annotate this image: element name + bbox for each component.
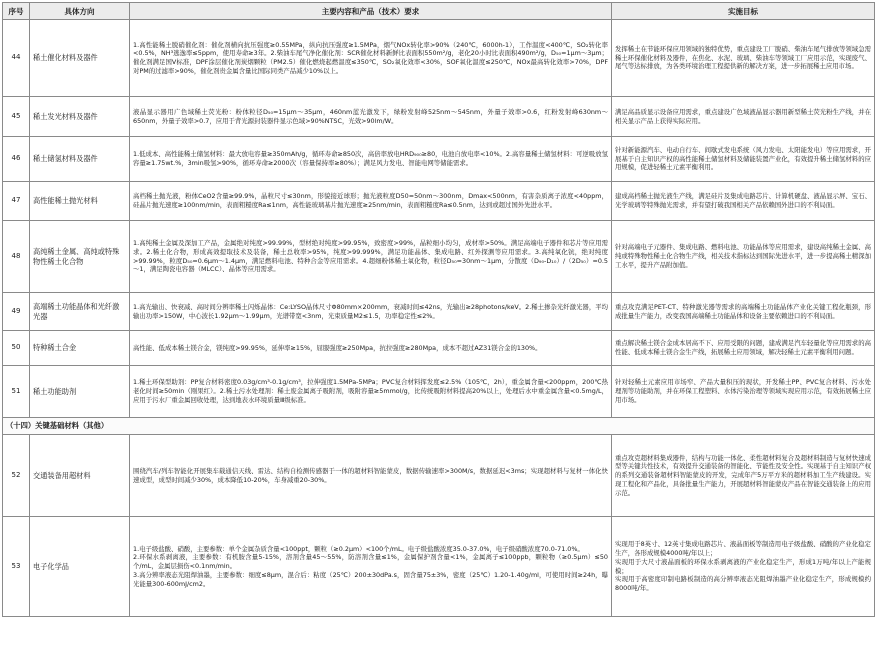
row-content: 1.高光输出、快衰减、高时间分辨率稀土闪烁晶体：Ce:LYSO晶体尺寸Φ80mm×200mm，衰减时间≤42ns，光输出≥28photons/keV。2.稀土掺杂光纤激光器，平均输出功率>150W，中心波长1.92μm～1.99μm，光谱带宽<3nm，光束质量M2≤1.5，功率稳定性≤2%。 (130, 293, 612, 331)
table-row (3, 182, 875, 221)
row-content: 高档稀土抛光液，粉体CeO2含量≥99.9%，晶粒尺寸≤30nm，形貌接近球形；抛光液粒度D50=50nm～300nm，Dmax<500nm，有害杂质离子浓度<40ppm，硅晶片抛光速度≥100nm/min，表面粗糙度Ra≤1nm，高性能玻璃基片抛光速度≥25nm/min，表面粗糙度Ra≤0.5nm，达到或超过国外先进水平。 (130, 182, 612, 221)
section-title: （十四）关键基础材料（其他） (3, 418, 875, 435)
row-direction: 高端稀土功能晶体和光纤激光器 (30, 293, 130, 331)
row-content: 高性能、低成本稀土镁合金，镁纯度>99.95%，延伸率≥15%，屈服强度≥250Mpa，抗拉强度≥280Mpa，成本不超过AZ31镁合金的130%。 (130, 331, 612, 366)
table-row (3, 20, 875, 97)
header-target: 实施目标 (612, 3, 875, 20)
row-direction: 稀土催化材料及器件 (30, 20, 130, 97)
row-number: 53 (3, 517, 30, 617)
row-target: 针对高端电子元器件、集成电路、燃料电池、功能晶体等应用需求，建设高纯稀土金属、高纯或特殊物性稀土化合物生产线，相关技术指标达到国际先进水平，进一步提高稀土精深加工水平，提升产品附加值。 (612, 221, 875, 293)
header-content: 主要内容和产品（技术）要求 (130, 3, 612, 20)
row-number: 48 (3, 221, 30, 293)
requirements-table (2, 2, 875, 617)
table-row (3, 137, 875, 182)
row-number: 50 (3, 331, 30, 366)
row-target: 发挥稀土在节能环保应用领域的独特优势，重点建设工厂脱硝、柴油车尾气排放等领域急需稀土环保催化材料及器件，在焦化、水泥、玻璃、柴油车等领域工厂应用示范，实现废气、尾气等达标排放，为各类环境治理工程提供新的解决方案，进一步拓展稀土应用市场。 (612, 20, 875, 97)
section-row (3, 418, 875, 435)
row-direction: 稀土功能助剂 (30, 366, 130, 418)
row-direction: 高性能稀土抛光材料 (30, 182, 130, 221)
table-row (3, 331, 875, 366)
row-content: 1.高纯稀土金属及深加工产品，金属绝对纯度>99.99%，型材绝对纯度>99.95%，致密度>99%，晶粒细小均匀，成材率>50%。满足高端电子器件和芯片等应用需求。2.稀土化合物，形成高效提取技术及装备，稀土总收率>95%，纯度>99.999%，满足功能晶体、集成电路、红外探测等应用需求。3.高纯氧化钪，绝对纯度>99.99%，粒度D₅₀=0.6μm～1.4μm，满足燃料电池、特种合金等应用需求。4.超细粉体稀土氧化物，粒径D₅₀=30nm～1μm，分散度（D₉₀-D₁₀）/（2D₅₀）=0.5～1，满足陶瓷电容器（MLCC）、晶体等应用需求。 (130, 221, 612, 293)
row-number: 46 (3, 137, 30, 182)
row-target: 建成高档稀土抛光液生产线，满足硅片及集成电路芯片、计算机硬盘、液晶显示屏、宝石、光学玻璃等特殊抛光需求，并有望打破我国相关产品依赖国外进口的不利局面。 (612, 182, 875, 221)
row-target: 实现用于8英寸、12英寸集成电路芯片、液晶面板等制造用电子级盐酸、硝酸的产业化稳定生产，各形成规模4000吨/年以上； 实现用于大尺寸液晶面板的环保水系剥离液的产业化稳定生产，形成1万吨/年以上产能规模； 实现用于高密度印制电路板制造的高分辨率液态光阻焊油墨产业化稳定生产，形成规模约8000吨/年。 (612, 517, 875, 617)
row-target: 针对轻稀土元素应用市场窄、产品大量积压的现状，开发稀土PP、PVC复合材料、污水处理剂等功能助剂，并在环保工程塑料、水体污染治理等领域实现应用示范，有效拓展稀土应用市场。 (612, 366, 875, 418)
table-row (3, 366, 875, 418)
row-content: 1.低成本、高性能稀土储氢材料：最大放电容量≥350mAh/g，循环寿命≥850次，高倍率放电HRD₉₀₀≥80，电池自放电率<10%。2.高容量稀土储氢材料：可逆吸放氢容量≥1.75wt.%，3min吸氢>90%，循环寿命≥2000次（容量保持率≥80%）；满足风力发电、智能电网等储能需求。 (130, 137, 612, 182)
table-row (3, 293, 875, 331)
table-row (3, 221, 875, 293)
table-row (3, 435, 875, 517)
row-number: 47 (3, 182, 30, 221)
row-direction: 特种稀土合金 (30, 331, 130, 366)
row-content: 围绕汽车/列车智能化开展集车载通信天线、雷达、结构自检测传感器于一体的超材料智能蒙皮，数据传输速率>300M/s，数据延迟<3ms；实现超材料与复材一体化快速成型，成型时间减少30%，成本降低10-20%，车身减重20-30%。 (130, 435, 612, 517)
row-target: 重点攻克满足PET-CT、特种激光器等需求的高端稀土功能晶体产业化关键工程化瓶颈，形成批量生产能力，改变我国高端稀土功能晶体和设备主要依赖进口的不利局面。 (612, 293, 875, 331)
row-content: 1.稀土环保型助剂：PP复合材料密度0.03g/cm³-0.1g/cm³，拉伸强度1.5MPa-5MPa；PVC复合材料挥发度≤2.5%（105℃，2h），重金属含量<200ppm，200℃热老化时间≥50min（刚果红）。2.稀土污水处理剂：稀土废金属离子吸附剂，吸附容量≥5mmol/g，比传统吸附材料提高20%以上，处理后水中重金属含量<0.5mg/L，应用于污水厂重金属回收处理，达到地表水环境质量Ⅲ级标准。 (130, 366, 612, 418)
row-direction: 电子化学品 (30, 517, 130, 617)
row-content: 液晶显示器用广色域稀土荧光粉：粉体粒径D₅₀=15μm～35μm，460nm蓝光激发下，绿粉发射峰525nm～545nm，外量子效率>0.6，红粉发射峰630nm～650nm，外量子效率>0.7，应用于背光源封装器件显示色域>90%NTSC，光效>90lm/W。 (130, 97, 612, 137)
row-target: 重点解决稀土镁合金成本居高不下、应用受限的问题，建成满足汽车轻量化等应用需求的高性能、低成本稀土镁合金生产线，拓展稀土应用领域，解决轻稀土元素平衡利用问题。 (612, 331, 875, 366)
row-content: 1.高性能稀土脱硝催化剂：催化剂横向抗压强度≥0.55MPa，纵向抗压强度≥1.5MPa，烟气NOx转化率>90%（240℃，6000h-1），工作温度<400℃，SO₂转化率<0.5%，NH³逃逸率≤5ppm，使用寿命≥3年。2.柴油车尾气净化催化剂：SCR催化材料新鲜比表面积550m²/g，老化20小时比表面积490m²/g，D₅₀=1μm～3μm；催化剂满足国Ⅴ标准，DPF涂层催化剂炭烟颗粒（PM2.5）催化燃烧起燃温度≤350℃，SO₂氧化效率<30%，SOF氧化温度≤250℃，NOx最高转化效率>70%，DPF对PM的过滤率>90%，催化剂贵金属含量比国际同类产品减少10%以上。 (130, 20, 612, 97)
row-content: 1.电子级盐酸、硝酸，主要参数：单个金属杂质含量<100ppt，颗粒（≥0.2μm）<100个/mL。电子级盐酸浓度35.0-37.0%，电子级硝酸浓度70.0-71.0%。 2.环保水系剥离液，主要参数：有机胺含量5-15%，溶剂含量45～55%，防溶剂含量≤1%，金属保护剂含量<1%，金属离子≤100ppb，颗粒物（≥0.5μm）≤50个/mL，金属层损伤<0.1nm/min。 3.高分辨率液态光阻焊油墨，主要参数：细度≤8μm，混合后：粘度（25℃）200±30dPa.s，固含量75±3%，密度（25℃）1.20-1.40g/ml，可使用时间≥24h，曝光能量300-600mJ/cm2。 (130, 517, 612, 617)
row-target: 重点攻克超材料集成器件，结构与功能一体化、柔性超材料复合及超材料制造与复材快速成型等关键共性技术，有效提升交通装备的智能化、节能性及安全性。实现基于自主知识产权的系列交通装备超材料智能蒙皮的开发，完成年产5万平方米的超材料加工生产线建设。实现工程化和产品化，具备批量生产能力，开展超材料智能蒙皮产品在智能交通装备上的应用示范。 (612, 435, 875, 517)
row-number: 52 (3, 435, 30, 517)
row-number: 44 (3, 20, 30, 97)
header-no: 序号 (3, 3, 30, 20)
header-direction: 具体方向 (30, 3, 130, 20)
row-number: 49 (3, 293, 30, 331)
row-direction: 稀土发光材料及器件 (30, 97, 130, 137)
row-target: 针对新能源汽车、电动自行车、间歇式发电系统（风力发电、太阳能发电）等应用需求，开展基于自主知识产权的高性能稀土储氢材料及储能装置产业化，有效提升稀土储氢材料的应用规模，促进轻稀土元素平衡利用。 (612, 137, 875, 182)
row-direction: 稀土储氢材料及器件 (30, 137, 130, 182)
row-number: 45 (3, 97, 30, 137)
row-direction: 交通装备用超材料 (30, 435, 130, 517)
row-direction: 高纯稀土金属、高纯或特殊物性稀土化合物 (30, 221, 130, 293)
row-number: 51 (3, 366, 30, 418)
row-target: 满足高品质显示设备应用需求，重点建设广色域液晶显示器用新型稀土荧光粉生产线，并在相关显示产品上获得实际应用。 (612, 97, 875, 137)
table-row (3, 517, 875, 617)
table-row (3, 97, 875, 137)
header-row (3, 3, 875, 20)
